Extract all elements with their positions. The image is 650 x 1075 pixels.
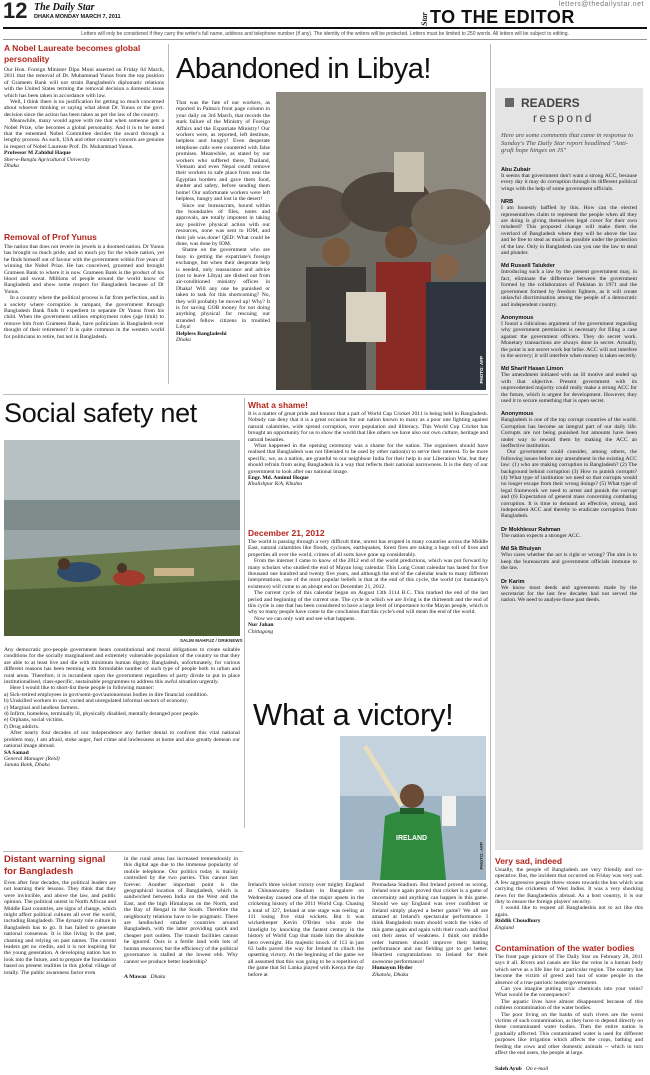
paragraph: The current cycle of this calendar began on August 13th 3114 B.C. This marked the end of the last period and beginning of the current one. The cycle in which we are living is the thirteenth and the end of this cycle is one that has been considered to have a large level of importance to the Mayan people, which is why so many people have come to the conclusion that this cycle's end will mean the end of the world. [248, 590, 488, 616]
list-item: c) Marginal and landless farmers. [4, 704, 79, 711]
safety-photo [4, 440, 240, 636]
comment [501, 366, 637, 404]
comment-text [501, 372, 637, 404]
author: Humayun Hyder [372, 965, 413, 972]
comment-text [501, 533, 637, 539]
paragraph: What happened in the opening ceremony was a shame for the nation. The organisers should have realised that Bangladesh was not liberated to be used by other nation(s) to serve their interest. To be more specific, we, as a nation, are grateful to our neighbour India for their help in our Liberation War, but they should refrain from using Bangladesh in a way that reflects their national narrowness. It is the duty of our government to look after our national image. [248, 443, 488, 475]
paragraph: The world is passing through a very difficult time, unrest has erupted in many countries across the Middle East, natural calamities like floods, cyclones, earthquakes, forest fires are taking a huge toll of lives and properties all over the world, crimes of all sorts have gone up considerably. [248, 539, 488, 558]
paragraph: Here I would like to short-list these people in following manner: [10, 685, 155, 692]
square-icon [505, 98, 514, 107]
title: General Manager (Retd) [4, 755, 60, 762]
author: Professor M Zahidul Haque [4, 150, 71, 157]
article-body [176, 100, 270, 331]
article-body [248, 539, 488, 622]
list-item: e) Orphans, social victims. [4, 717, 64, 724]
paragraph: Well, I think there is no justification for getting so much concerned about whoever thinking or saying what about Dr. Yunus or the govt. decision since the action has been taken as per the law of the country. [4, 99, 164, 118]
paragraph: From the internet I came to know of the 2012 end of the world predictions, which was put forward by many scholars who studied the end of Mayan long calendar. This Long Count calendar has lasted for five thousand one hundred and twenty five years, and although the end of the calendar leads to many different interpretations, one of the most popular beliefs is that at the end of this cycle, the world (or humanity's existence) will come to an abrupt end on December 21, 2012. [248, 558, 488, 590]
article-water [495, 943, 643, 1075]
paragraph: Meanwhile, many would agree with me that when someone gets a Nobel Prize, s/he becomes a global personality. And it is to be noted that the esteemed Nobel Committee decides the award through a lengthy process. As such, USA and other country's concern are genuine in respect of Nobel Laureate Prof. Dr. Muhammad Yunus. [4, 118, 164, 150]
headline: Contamination of the water bodies [495, 943, 635, 953]
paragraph: Who cares whether the act is right or wrong? The aim is to keep the bureaucrats and government officials immune to the law. [501, 552, 637, 572]
list-item: b) Unskilled workers in vast, varied and unregulated informal sectors of economy. [4, 698, 189, 705]
paragraph: Can you imagine putting toxic chemicals into your veins? What would be the consequence? [495, 986, 643, 999]
jersey-text: IRELAND [396, 835, 428, 842]
city: Khalishpur R/A, Khulna [248, 481, 303, 488]
distant-col-2-wrap [124, 856, 238, 983]
cricketer-photo-illustration [340, 736, 486, 880]
comment [501, 579, 637, 604]
column-rule [244, 398, 245, 828]
section-title: TO THE EDITOR [430, 7, 575, 27]
section-rule [3, 394, 488, 395]
headline: A Nobel Laureate becomes global personality [4, 43, 141, 64]
city: England [495, 924, 514, 931]
city: On e-mail [525, 1065, 549, 1072]
article-december [248, 528, 488, 635]
commenter-name: Md Sk Bhuiyan [501, 546, 542, 553]
author: Engr. Md. Aminul Hoque [248, 475, 309, 482]
paragraph: Introducing such a law by the present government may, in fact, eliminate the difference between the government formed by the collaborators of Pakistan in 1971 and the government formed by freedom fighters, as it will create unlawful discrimination among the people of a democratic and independent country. [501, 269, 637, 308]
city: Chittagong [248, 628, 274, 635]
paragraph: It is a matter of great pride and honour that a part of World Cup Cricket 2011 is being held in Bangladesh. Nobody can deny that it is a great occasion for our nation known to many as a poor one fighting against natural calamities, wide spread corruption, over population and illiteracy. This World Cup Cricket has brought an opportunity for us to show the world that like others we have also our own culture, heritage and natural beauties. [248, 411, 488, 443]
commenter-name: NRB [501, 199, 514, 206]
letters-policy: Letters will only be considered if they carry the writer's full name, address and telephone number (if any). The identity of the writers will be protected. Letters must be limited to 250 words. All letters will be subject to editing. [81, 31, 569, 37]
city: Zikatola, Dhaka [372, 971, 409, 978]
headline: Removal of Prof Yunus [4, 232, 97, 242]
city: Dhaka [4, 163, 19, 170]
author: A Mawaz [124, 973, 147, 980]
commenter-name: Md Sharif Hasan Limon [501, 366, 564, 373]
masthead-rule [3, 27, 647, 29]
paragraph: Our government could consider, among others, the following issues before any amendment in the existing ACC law: (1) who are making corruption in Bangladesh? (2) The background behind corruption (3) How to punish corrupts? (4) What type of institution we need so that corrupts would no longer escape from their wrong doings? (5) What type of legal framework we need to arrest and punish the corrupt and (6) Expectation of general mass concerning combating corruption. It is time to demand an effective, strong, and independent ACC and thereby to eradicate corruption from Bangladesh. [501, 449, 637, 520]
safety-headline: Social safety net [4, 398, 198, 428]
comment [501, 411, 637, 520]
headline: What a shame! [248, 400, 308, 410]
headline: Very sad, indeed [495, 856, 563, 866]
commenter-name: Dr Mokhlesur Rahman [501, 526, 561, 533]
comment-text [501, 321, 637, 359]
readers-respond-box [495, 88, 643, 850]
comment-text [501, 173, 637, 192]
paragraph: The nation that does not revere its jewels is a doomed nation. Dr Yunus has brought so much pride, and so much joy for the whole nation, yet he finds himself out of favour with the government within five years of winning the Nobel Prize. He has conceived, groomed and brought Grameen Bank to where it is now. Grameen Bank is the product of his blood and sweat. Millions of people around the world know of Bangladesh and show some respect for Bangladesh because of Dr Yunus. [4, 244, 164, 295]
article-body [248, 411, 488, 475]
comment [501, 527, 637, 539]
list-item: a) Sick-retired employees in govt/semi-govt/autonomous bodies in dire financial condition. [4, 691, 209, 698]
paragraph: The amendment initiated with an ill motive and ended up with that objective. Present government with its unprecedented majority could really make a strong ACC for the future, which is urgent for development. However, they used it to secure something that is open secret. [501, 372, 637, 404]
article-body [4, 67, 164, 150]
libya-photo [276, 92, 486, 390]
city: Dhaka [150, 973, 166, 980]
paragraph: Usually, the people of Bangladesh are very friendly and co-operative. But, the incident that occurred on Friday was very sad. A few aggressive people threw stones towards the bus which was carrying the cricketers of West Indies. It was a very shocking news for the Bangladeshis abroad. As a host country, it is our duty to ensure the foreign players' security. [495, 867, 643, 906]
article-removal [4, 232, 164, 340]
column-rule [490, 44, 491, 1034]
list-item: f) Drug addicts. [4, 723, 40, 730]
paragraph: The poor living on the banks of such rivers are the worst victims of such contamination, as they have to depend directly on these contaminated water bodies. Then the entire nation is gradually affected. This contaminated water is used for different purposes like irrigation which affects the crops, bathing and feeding the cows and other domestic animals -- which in turn affect the end users, the people at large. [495, 1011, 643, 1057]
author: SA Samad [4, 749, 29, 756]
paragraph: Shame on the government who are busy in getting the expatriate's foreign exchange, but when their desperate help is needed, only reassurance and advice (not to leave Libya) are dished out from air-conditioned ministry offices in Dhaka! Will any one be punished or taken to task for this shortcoming? No, they will probably be moved up! Why? It is for saving GOB money for not doing anything physical for rescuing our stranded fellow citizens in troubled Libya! [176, 247, 270, 331]
article-victory [248, 882, 488, 978]
commenter-name: Dr Karim [501, 578, 525, 585]
article-shame [248, 400, 488, 488]
victory-col-2: Premadasa Stadium. But Ireland proved us wrong. Ireland once again proved that cricket is a game of uncertainty and anything can happen in this game. Should we say England was over confident or Ireland simply played a better game? We all are amazed at Ireland's spectacular performance. I think Bangladesh team should watch the video of this game again and again with their coach and find out their areas of weakness. I think our middle order batsmen should improve their batting performance and our fielding got to get better. Heartiest congratulations to Ireland for their awesome performance! [372, 882, 488, 965]
article-sad [495, 856, 643, 931]
distant-col-2: in the rural areas has increased tremendously in this digital age due to the immense popularity of mobile telephone. Our politics today is mainly controlled by the two parties. This cannot last forever. Another important point is the geographical location of Bangladesh, which is sandwiched between India on the West and the East, and the high Himalayas on the North, and the Bay of Bengal in the South. Therefore the neighbourly relations have to be pragmatic. There are landlocked smaller countries around Bangladesh, with the latter providing quick and cheaper port outlets. The transit facilities cannot be ignored. Ours is a fertile land with lots of human resources; but the efficiency of the political governance is stalled at the lowest ebb. Why cannot we produce better leadership? [124, 856, 238, 965]
crowd-photo-illustration [276, 92, 486, 390]
paragraph: After nearly four decades of our independence any further denial to confront this vital national problem may, I am afraid, stoke anger, fuel crime and lawlessness at home and also greatly demean our national image abroad. [4, 730, 240, 750]
paragraph: Now we can only wait and see what happens. [254, 615, 356, 622]
paragraph: The nation expects a stronger ACC. [501, 532, 581, 539]
comment-text [501, 552, 637, 571]
page-number: 12 [3, 0, 28, 23]
photo-credit: PHOTO: AFP [479, 842, 484, 870]
paragraph: We know most deeds and agreements made by the secretariat for the last few decades had not served the nation. We need to analyse those past deeds. [501, 584, 637, 604]
readers-title: READERS [521, 96, 580, 110]
list-item: d) Infirm, homeless, terminally ill, physically disabled, mentally deranged poor people. [4, 711, 200, 718]
affiliation: Sher-e-Bangla Agricultural University [4, 156, 91, 163]
comment-text [501, 205, 637, 256]
author: Helpless Bangladeshi [176, 330, 227, 337]
email-link[interactable]: letters@thedailystar.net [558, 1, 644, 8]
article-body [4, 244, 164, 340]
date-line: DHAKA MONDAY MARCH 7, 2011 [34, 14, 121, 20]
affiliation: Janata Bank, Dhaka [4, 762, 50, 769]
victory-col-2-wrap [372, 882, 488, 978]
paragraph: It seems that government don't want a strong ACC, because every day it may do corruption through its different political wings with the help of some government officials. [501, 173, 637, 192]
comment [501, 199, 637, 256]
paragraph: I would like to request all Bangladeshis not to act like this again. [495, 905, 643, 918]
photo-credit: SALIM MAHFUZ / DRIKNEWS [180, 638, 243, 643]
commenter-name: Abu Zubair [501, 167, 531, 173]
section-rule [3, 851, 243, 852]
paragraph: I found a ridiculous argument of the government regarding why government permission is necessary for filing a case against the government officers. They do secret work. Monetary transactions are always done in secret. Actually, the point is not secret work but bribe. ACC will not interfere in the secrecy; it will interfere when money is taken secretly. [501, 320, 637, 359]
distant-col-1: Even after four decades, the political leaders are not learning their lessons. They think that they were invincible, and above the law, and public opinion. The political unrest in North African and Middle East countries, are signs of change, which might affect political cultures all over the world, including Bangladesh. The dynasty rule culture in Bangladesh has to go. It has failed to generate national consensus. It is like living in the past, chanting and relying on past names. The current leaders get no credits, and it is not inspiring for the young generation. A developing nation has to look into the future, and to prepare the foundation based on present realities in this global village of totally. The public awareness factor even [4, 880, 116, 976]
star-logo: Star [420, 12, 429, 26]
readers-subtitle: respond [533, 111, 594, 125]
comment-text [501, 417, 637, 520]
article-body [4, 647, 240, 750]
paragraph: The front page picture of The Daily Star on February 28, 2011 says it all. Rivers and canals are like the veins in a human body which serve as a life line for a particular region. The country has become the victim of greed and lust of some people in the absence of a true patriotic leader/government. [495, 954, 643, 986]
masthead [0, 0, 650, 26]
victory-headline: What a victory! [253, 697, 454, 732]
headline: December 21, 2012 [248, 528, 325, 538]
article-body [495, 954, 643, 1057]
paragraph: That was the fate of our workers, as reported in Palma's front page column in your daily on 3rd March, that records the stark failure of the Ministry of Foreign Affairs and the Expatriate Ministry! Our workers were, as reported, left destitute, helpless and hungry! Even desperate telephone calls were countered with false promises. Meanwhile, as stated by our workers who suffered there, Thailand, Vietnam and even Nepal could remove their workers to safe place from near the Egyptian borders and gave them food, shelter and safety, before sending them home! Our unfortunate workers were left helpless, hungry and lost in the desert! [176, 100, 270, 203]
comment [501, 546, 637, 571]
author: Riddik Choudhury [495, 918, 541, 925]
article-libya-headline: Abandoned in Libya! [176, 53, 431, 85]
paragraph: Since our bureaucrats, bound within the boundaries of files, notes and approvals, are totally impotent in taking any positive physical action with our resources, none was sent to IOM, and their job was done! QED: What could be done, was done by IOM. [176, 202, 270, 247]
comment [501, 263, 637, 307]
paragraph: Bangladesh is one of the top corrupt countries of the world. Corruption has become an integral part of our daily life. Corrupts are not being punished but amounts have been under way to reward them by making the ACC an ineffective institution. [501, 417, 637, 449]
victory-columns [248, 882, 488, 978]
commenter-name: Anonymous [501, 314, 534, 321]
paragraph: Our Hon. Foreign Minister Dipu Moni asserted on Friday 04 March, 2011 that the removal of Dr. Muhammad Yunus from the top position of Grameen Bank will not strain Bangladesh's diplomatic relations with the United States terming the removal decision a domestic issue which has been taken in accordance with law. [4, 67, 164, 99]
readers-intro: Here are some comments that came in response to Sunday's The Daily Star report headlined "Anti-graft hope hinges on JS" [501, 132, 634, 155]
author: Nur Jahan [248, 622, 274, 629]
article-nobel [4, 43, 164, 170]
policy-rule [3, 39, 647, 40]
article-body [495, 867, 643, 918]
column-rule [168, 44, 169, 384]
article-safety [4, 647, 240, 769]
headline: Distant warning signal for Bangladesh [4, 854, 106, 877]
comment [501, 315, 637, 359]
paragraph: I am honestly baffled by this. How can the elected representatives claim to represent the people when all they are doing is giving themselves legal cover for their own misdeed? This proposed change will make them the overlord of Bangladesh where they will be above the law and be free to steal as much as possible under the protection of the law. Only in Bangladesh can you use the law to steal and plunder. [501, 205, 637, 257]
author: Saleh Ayub [495, 1065, 522, 1072]
comment-text [501, 585, 637, 604]
riverbank-photo-illustration [4, 440, 240, 636]
readers-header [505, 94, 594, 125]
paragraph: In a country where the political process is far from perfection, and in a society where corruption is rampant, the government through Bangladesh Bank finds it expedient to separate Dr Yunus from his child. When the government utilises employment rules (age limit) to remove him from Grameen Bank, have politicians in Bangladesh ever thought of their retirement? It is quite common in the western world for politicians to retire, but not in Bangladesh. [4, 295, 164, 340]
victory-photo [340, 736, 486, 880]
city: Dhaka [176, 337, 191, 344]
paragraph: The aquatic lives have almost disappeared because of this ruthless contamination of the water bodies. [495, 998, 643, 1012]
readers-comments [501, 160, 637, 604]
commenter-name: Md Russell Talukder [501, 263, 555, 270]
paragraph: Any democratic pro-people government bears constitutional and moral obligations to create suitable conditions for the socially marginalised and extremely vulnerable population of the country so that they are able to at least live and die with minimum human dignity. Bangladesh, unfortunately, for various different reasons has been teeming with formidable number of such type of people both in urban and rural areas. Therefore, it is incumbent upon the government regardless of party divide to put in place institutionalised, class-specific, sustainable programmes to address this awful situation urgently. [4, 647, 240, 686]
comment-text [501, 269, 637, 307]
photo-credit: PHOTO: AFP [479, 356, 484, 384]
paper-name: The Daily Star [34, 2, 95, 13]
comment [501, 167, 637, 192]
article-libya [176, 100, 270, 343]
victory-col-1: Ireland's three wicket victory over mighty England at Chinnaswamy Stadium in Bangalore on Wednesday caused one of the major upsets in the cricketing history of the 2011 World Cup. Chasing a total of 327, Ireland at one stage was reeling at 111 losing five vital wickets. But it was wicketkeeper Kevin O'Brien who stole the limelight by knocking the fastest century in the history of World Cup that made him the absolute hero overnight. His majestic knock of 113 in just 63 balls paved the way for Ireland to clinch the upsetting victory. At the beginning of the game we all assumed that this was going to be a repetition of the game that Sri Lanka played with Kenya the day before at [248, 882, 364, 978]
commenter-name: Anonymous [501, 411, 534, 418]
